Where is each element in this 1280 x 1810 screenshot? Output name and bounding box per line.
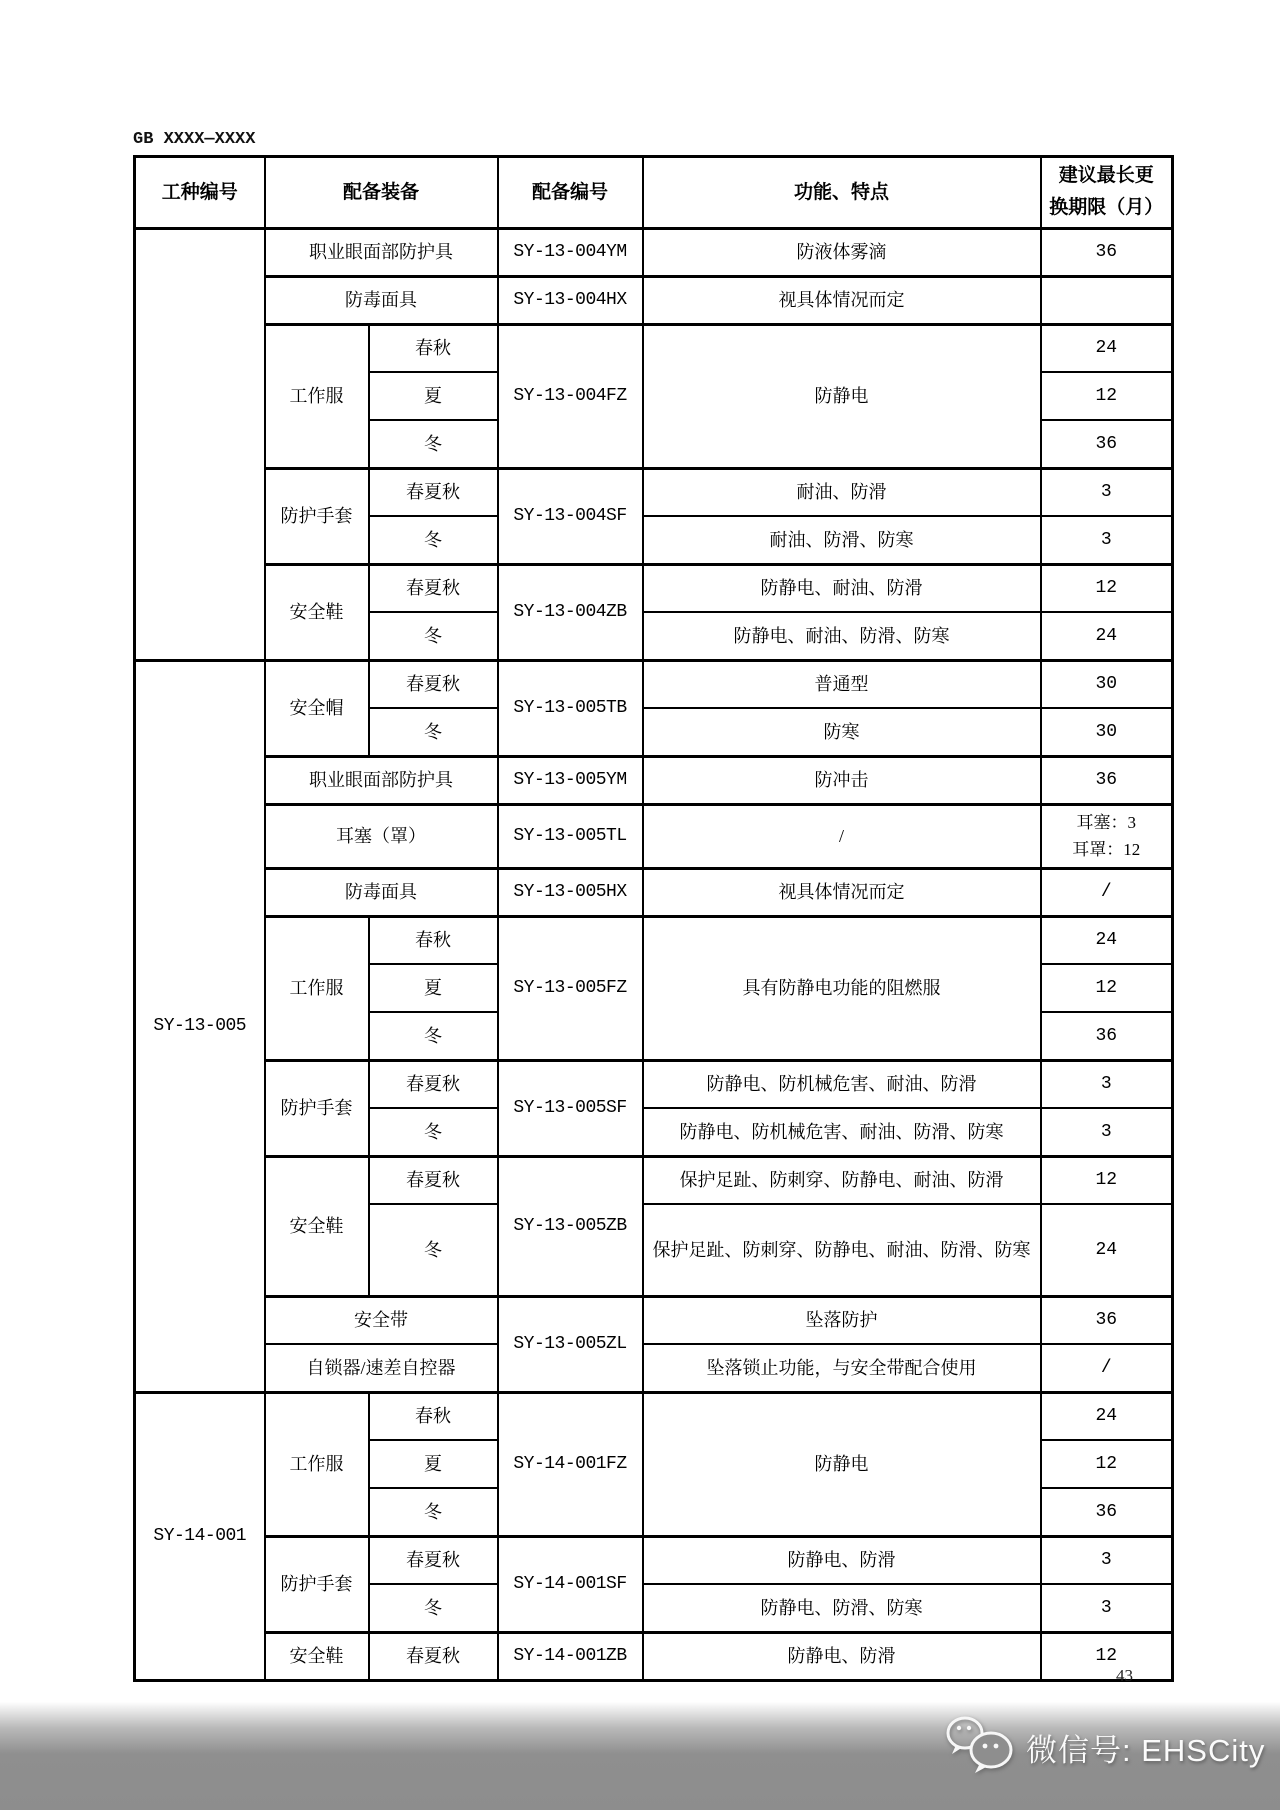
code-cell: SY-13-005FZ — [498, 916, 643, 1060]
code-cell: SY-13-005TL — [498, 804, 643, 868]
period-cell — [1041, 804, 1173, 868]
equipment-cell: 防毒面具 — [265, 276, 498, 324]
season-cell: 春夏秋 — [369, 660, 498, 708]
footer-band — [0, 1702, 1280, 1810]
doc-code: GB XXXX—XXXX — [133, 130, 256, 149]
features-cell: 防静电、耐油、防滑、防寒 — [643, 612, 1041, 660]
period-cell: 12 — [1041, 1632, 1173, 1680]
equipment-cell: 安全鞋 — [265, 564, 369, 660]
equipment-cell: 耳塞（罩） — [265, 804, 498, 868]
code-cell: SY-13-005SF — [498, 1060, 643, 1156]
period-cell: 3 — [1041, 468, 1173, 516]
equipment-cell: 工作服 — [265, 1392, 369, 1536]
season-cell: 春夏秋 — [369, 564, 498, 612]
table-row — [135, 468, 1173, 516]
equipment-cell: 安全鞋 — [265, 1156, 369, 1296]
period-cell: 36 — [1041, 1296, 1173, 1344]
table-row — [135, 660, 1173, 708]
equipment-cell: 安全鞋 — [265, 1632, 369, 1680]
period-cell: / — [1041, 1344, 1173, 1392]
period-cell: 12 — [1041, 964, 1173, 1012]
period-cell: 36 — [1041, 228, 1173, 276]
period-cell: 12 — [1041, 1440, 1173, 1488]
equipment-cell: 自锁器/速差自控器 — [265, 1344, 498, 1392]
period-cell — [1041, 276, 1173, 324]
table-header-row — [135, 157, 1173, 229]
features-cell: 坠落锁止功能，与安全带配合使用 — [643, 1344, 1041, 1392]
season-cell: 冬 — [369, 1108, 498, 1156]
code-cell: SY-13-004ZB — [498, 564, 643, 660]
season-cell: 夏 — [369, 1440, 498, 1488]
season-cell: 冬 — [369, 1488, 498, 1536]
code-cell: SY-14-001SF — [498, 1536, 643, 1632]
period-cell: 24 — [1041, 1204, 1173, 1296]
season-cell: 冬 — [369, 1012, 498, 1060]
season-cell: 春夏秋 — [369, 1536, 498, 1584]
equipment-cell: 防护手套 — [265, 1536, 369, 1632]
period-cell: / — [1041, 868, 1173, 916]
season-cell: 夏 — [369, 372, 498, 420]
features-cell: 防静电 — [643, 324, 1041, 468]
period-cell: 24 — [1041, 612, 1173, 660]
table-row — [135, 1060, 1173, 1108]
job-no-cell — [135, 228, 265, 660]
code-cell: SY-13-005ZB — [498, 1156, 643, 1296]
period-cell: 36 — [1041, 1012, 1173, 1060]
code-cell: SY-13-005YM — [498, 756, 643, 804]
features-cell: 防静电、防滑 — [643, 1536, 1041, 1584]
features-cell: 防液体雾滴 — [643, 228, 1041, 276]
table-row — [135, 1156, 1173, 1204]
table-row — [135, 916, 1173, 964]
table-row — [135, 276, 1173, 324]
season-cell: 夏 — [369, 964, 498, 1012]
season-cell: 冬 — [369, 1204, 498, 1296]
period-line: 耳罩：12 — [1072, 840, 1141, 860]
season-cell: 冬 — [369, 612, 498, 660]
col-header-job-no: 工种编号 — [135, 157, 265, 229]
code-cell: SY-13-004SF — [498, 468, 643, 564]
col-header-code: 配备编号 — [498, 157, 643, 229]
period-cell: 36 — [1041, 420, 1173, 468]
season-cell: 春秋 — [369, 1392, 498, 1440]
equipment-cell: 工作服 — [265, 916, 369, 1060]
equipment-cell: 安全帽 — [265, 660, 369, 756]
job-no-cell: SY-13-005 — [135, 660, 265, 1392]
features-cell: 防静电、耐油、防滑 — [643, 564, 1041, 612]
table-row — [135, 756, 1173, 804]
period-cell: 3 — [1041, 1060, 1173, 1108]
features-cell: 坠落防护 — [643, 1296, 1041, 1344]
code-cell: SY-13-005HX — [498, 868, 643, 916]
table-row — [135, 1344, 1173, 1392]
table-row — [135, 1632, 1173, 1680]
features-cell: 防寒 — [643, 708, 1041, 756]
table-row — [135, 1296, 1173, 1344]
period-cell: 3 — [1041, 1108, 1173, 1156]
code-cell: SY-14-001ZB — [498, 1632, 643, 1680]
features-cell: 视具体情况而定 — [643, 868, 1041, 916]
season-cell: 春夏秋 — [369, 1632, 498, 1680]
features-cell: 具有防静电功能的阻燃服 — [643, 916, 1041, 1060]
equipment-cell: 职业眼面部防护具 — [265, 228, 498, 276]
period-cell: 3 — [1041, 1584, 1173, 1632]
season-cell: 春夏秋 — [369, 1060, 498, 1108]
page-number: 43 — [1116, 1666, 1133, 1685]
period-cell: 12 — [1041, 1156, 1173, 1204]
period-cell: 30 — [1041, 660, 1173, 708]
season-cell: 冬 — [369, 1584, 498, 1632]
features-cell: 视具体情况而定 — [643, 276, 1041, 324]
ppe-table — [133, 155, 1174, 1682]
equipment-cell: 防护手套 — [265, 1060, 369, 1156]
code-cell: SY-13-004FZ — [498, 324, 643, 468]
table-row — [135, 868, 1173, 916]
period-line: 耳塞：3 — [1076, 812, 1137, 832]
code-cell: SY-13-005ZL — [498, 1296, 643, 1392]
features-cell: 防静电、防滑 — [643, 1632, 1041, 1680]
features-cell: 防静电、防机械危害、耐油、防滑 — [643, 1060, 1041, 1108]
season-cell: 冬 — [369, 708, 498, 756]
features-cell: 耐油、防滑、防寒 — [643, 516, 1041, 564]
features-cell: 防静电、防机械危害、耐油、防滑、防寒 — [643, 1108, 1041, 1156]
features-cell: 保护足趾、防刺穿、防静电、耐油、防滑、防寒 — [643, 1204, 1041, 1296]
table-row — [135, 228, 1173, 276]
table-row — [135, 804, 1173, 868]
period-cell: 12 — [1041, 564, 1173, 612]
season-cell: 春秋 — [369, 324, 498, 372]
period-cell: 24 — [1041, 1392, 1173, 1440]
table-row — [135, 1392, 1173, 1440]
period-cell: 36 — [1041, 756, 1173, 804]
features-cell: 保护足趾、防刺穿、防静电、耐油、防滑 — [643, 1156, 1041, 1204]
col-header-period-line2: 换期限（月） — [1049, 197, 1164, 219]
period-cell: 30 — [1041, 708, 1173, 756]
col-header-equipment: 配备装备 — [265, 157, 498, 229]
table-row — [135, 324, 1173, 372]
features-cell: 防静电 — [643, 1392, 1041, 1536]
features-cell: 防冲击 — [643, 756, 1041, 804]
code-cell: SY-13-005TB — [498, 660, 643, 756]
job-no-cell: SY-14-001 — [135, 1392, 265, 1680]
equipment-cell: 安全带 — [265, 1296, 498, 1344]
col-header-period — [1041, 157, 1173, 229]
season-cell: 春夏秋 — [369, 1156, 498, 1204]
equipment-cell: 防护手套 — [265, 468, 369, 564]
equipment-cell: 职业眼面部防护具 — [265, 756, 498, 804]
code-cell: SY-14-001FZ — [498, 1392, 643, 1536]
equipment-cell: 防毒面具 — [265, 868, 498, 916]
code-cell: SY-13-004HX — [498, 276, 643, 324]
season-cell: 冬 — [369, 420, 498, 468]
features-cell: 普通型 — [643, 660, 1041, 708]
wechat-label: 微信号: EHSCity — [1026, 1732, 1266, 1768]
table-row — [135, 1536, 1173, 1584]
period-cell: 3 — [1041, 516, 1173, 564]
col-header-features: 功能、特点 — [643, 157, 1041, 229]
period-cell: 24 — [1041, 916, 1173, 964]
period-cell: 24 — [1041, 324, 1173, 372]
table-row — [135, 564, 1173, 612]
season-cell: 冬 — [369, 516, 498, 564]
wechat-badge — [942, 1712, 1265, 1782]
code-cell: SY-13-004YM — [498, 228, 643, 276]
features-cell: 防静电、防滑、防寒 — [643, 1584, 1041, 1632]
wechat-icon — [942, 1712, 1016, 1783]
season-cell: 春夏秋 — [369, 468, 498, 516]
period-cell: 12 — [1041, 372, 1173, 420]
col-header-period-line1: 建议最长更 — [1058, 165, 1154, 186]
season-cell: 春秋 — [369, 916, 498, 964]
features-cell: 耐油、防滑 — [643, 468, 1041, 516]
period-cell: 3 — [1041, 1536, 1173, 1584]
equipment-cell: 工作服 — [265, 324, 369, 468]
features-cell: / — [643, 804, 1041, 868]
period-cell: 36 — [1041, 1488, 1173, 1536]
